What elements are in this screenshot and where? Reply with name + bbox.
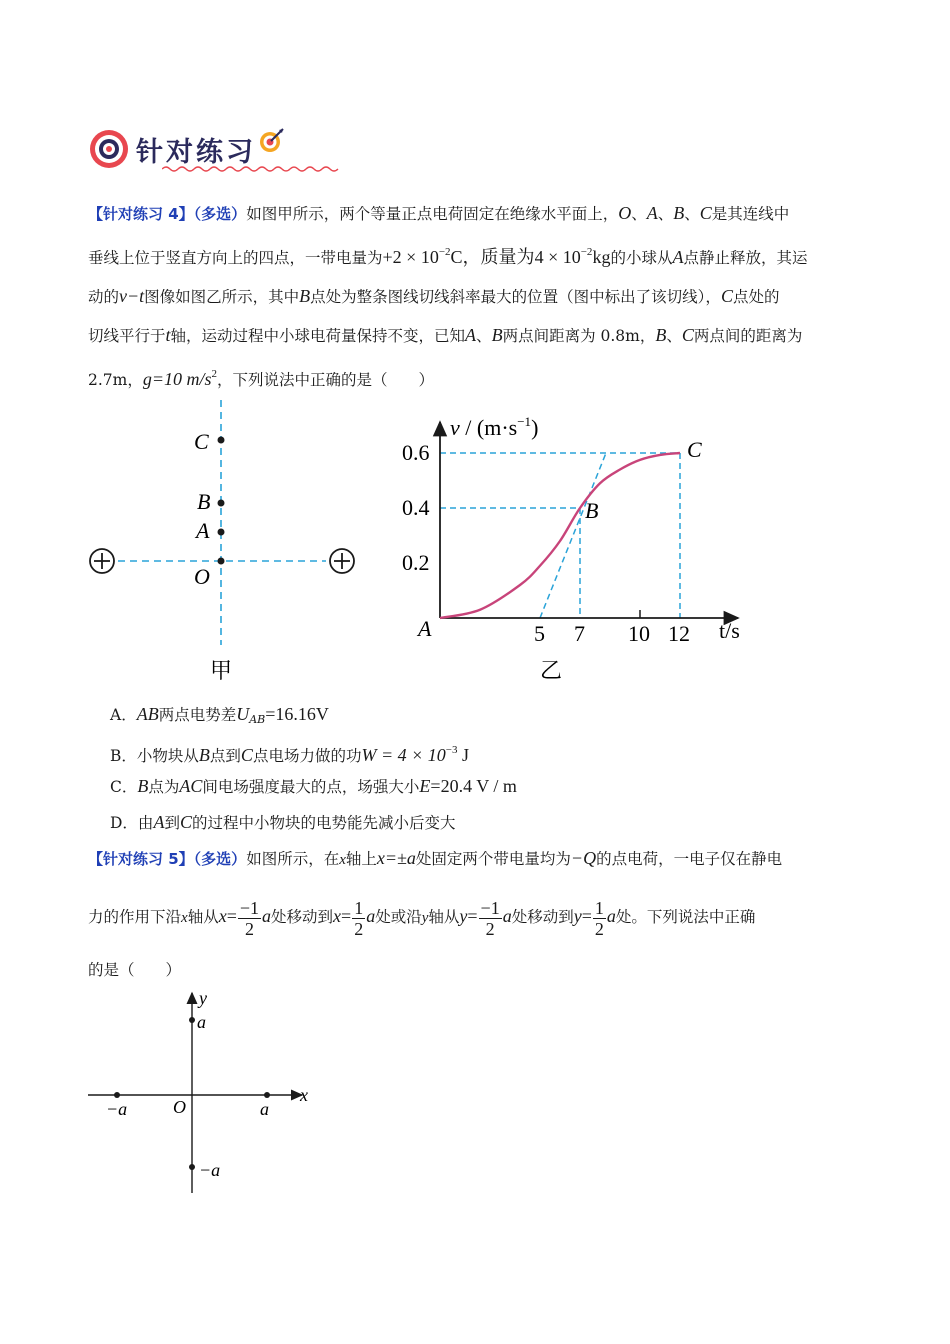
- q5-text: 轴从: [187, 908, 219, 926]
- option-d[interactable]: D．由A到C的过程中小物块的电势能先减小后变大: [110, 812, 456, 832]
- header-title: 针对练习: [136, 136, 256, 168]
- option-d-text: 的过程中小物块的电势能先减小后变大: [191, 814, 456, 832]
- q4-charge-exp: −2: [438, 246, 451, 258]
- q5-text: 处或沿: [375, 908, 422, 926]
- q4-line-1: 【针对练习 4】（多选）如图甲所示，两个等量正点电荷固定在绝缘水平面上，O、A、B、C是其连线中: [88, 203, 790, 223]
- option-c[interactable]: C．B点为AC间电场强度最大的点，场强大小E=20.4 V / m: [110, 776, 517, 796]
- figure-coordinate-axes: [80, 985, 330, 1200]
- q4-text: 两点间的距离为: [693, 327, 803, 345]
- y-axis-label: $v / (m\cdot s^{-1})$: [450, 414, 539, 440]
- figure-jia: [80, 395, 370, 685]
- frac-neg-half: $\frac{-1}{2}$: [239, 897, 260, 939]
- q5-charge: −Q: [570, 848, 597, 868]
- label-a: A: [196, 518, 210, 543]
- point-label-b: B: [585, 498, 599, 523]
- option-a-text: 两点电势差: [158, 706, 237, 724]
- question-4-text: [88, 194, 868, 399]
- q4-text: 点处为整条图线切线斜率最大的位置（图中标出了该切线），: [310, 288, 721, 306]
- label-b: B: [197, 489, 211, 514]
- q4-text: 如图甲所示，两个等量正点电荷固定在绝缘水平面上，: [246, 205, 619, 223]
- q4-mass-exp: −2: [580, 246, 593, 258]
- q4-text: 动的: [88, 288, 120, 306]
- option-b-value: W = 4 × 10: [361, 745, 446, 765]
- q4-text: ，下列说法中正确的是（ ）: [217, 371, 435, 389]
- q4-charge: +2 × 10: [382, 247, 439, 267]
- dart-target-icon: [258, 126, 286, 154]
- label-a-top: a: [197, 1012, 206, 1032]
- x-tick-label: 10: [628, 621, 650, 646]
- option-c-text: 间电场强度最大的点，场强大小: [202, 778, 420, 796]
- section-header: [88, 124, 286, 174]
- q4-text: C，质量为: [450, 247, 535, 267]
- x-tick-label: 12: [668, 621, 690, 646]
- point-a: [218, 529, 225, 536]
- q4-text: 两点间距离为 0.8m，: [502, 327, 656, 345]
- q4-text: 轴，运动过程中小球电荷量保持不变，已知: [170, 327, 466, 345]
- q4-text: 垂线上位于竖直方向上的四点，一带电量为: [88, 249, 383, 267]
- option-a-prefix: A．: [110, 706, 137, 724]
- q4-gravity: g=10 m/s: [142, 369, 212, 389]
- option-a-value: =16.16V: [265, 704, 329, 724]
- q5-text: 处。下列说法中正确: [615, 908, 756, 926]
- q4-line-5: [88, 355, 868, 399]
- target-icon: [88, 128, 130, 170]
- point-label-c: C: [687, 437, 702, 462]
- positive-charge-left: [90, 549, 114, 573]
- q4-vt: v−t: [119, 286, 145, 306]
- q5-tag: 【针对练习 5】: [88, 850, 194, 868]
- q4-text: 的小球从: [610, 249, 673, 267]
- label-o: O: [194, 564, 210, 589]
- option-c-symbol: E: [419, 776, 431, 796]
- label-a-neg: −a: [106, 1099, 128, 1119]
- frac-neg-half-y: $\frac{-1}{2}$: [480, 897, 500, 939]
- frac-half-y: $\frac{1}{2}$: [594, 897, 604, 939]
- q5-line-1: 【针对练习 5】（多选）如图所示，在x轴上x=±a处固定两个带电量均为−Q的点电荷，一电子仅在静电: [88, 848, 783, 868]
- y-tick-label: 0.2: [402, 550, 430, 575]
- q4-mass-unit: kg: [592, 247, 611, 267]
- label-a-pos: a: [260, 1099, 269, 1119]
- point-c: [218, 437, 225, 444]
- coord-origin-label: O: [173, 1097, 186, 1117]
- frac-half: $\frac{1}{2}$: [354, 897, 364, 939]
- x-tick-label: 7: [574, 621, 585, 646]
- option-c-value: =20.4 V / m: [430, 776, 517, 796]
- q5-line-2: 力的作用下沿x轴从x= $\frac{-1}{2}$ a处移动到x= $\frac{1}{2}$ a处或沿y轴从y= $\frac{-1}{2}$ a处移动到y= $\frac{1}{2}$ a处。下列说法中正确: [88, 897, 756, 939]
- q4-line-3: 动的v−t图像如图乙所示，其中B点处为整条图线切线斜率最大的位置（图中标出了该切线），C点处的: [88, 286, 780, 306]
- y-tick-label: 0.6: [402, 440, 430, 465]
- y-tick-label: 0.4: [402, 495, 430, 520]
- q5-position: x=±a: [376, 848, 416, 868]
- question-5-text: [88, 840, 868, 988]
- q4-gravity-exp: 2: [211, 368, 218, 380]
- point-label-a: A: [418, 616, 432, 641]
- q5-line-3: [88, 952, 868, 988]
- point-y-pos-a: [189, 1017, 195, 1023]
- figure-yi-vt-chart: [390, 400, 760, 685]
- x-tick-label: 5: [534, 621, 545, 646]
- charge-neg-a: [114, 1092, 120, 1098]
- caption-yi: 乙: [540, 659, 563, 684]
- q4-line-4: 切线平行于t轴，运动过程中小球电荷量保持不变，已知A、B两点间距离为 0.8m，B、C两点间的距离为: [88, 325, 803, 345]
- q4-multi: （多选）: [193, 205, 247, 223]
- axis-ticks: [402, 440, 690, 646]
- q5-text: 处移动到: [271, 908, 334, 926]
- q5-text: 的点电荷，一电子仅在静电: [596, 850, 783, 868]
- q4-text: 点处的: [732, 288, 780, 306]
- q4-line-2: 垂线上位于竖直方向上的四点，一带电量为$+2 \times 10^{-2}C$，质量为$4 \times 10^{-2}kg$的小球从A点静止释放，其运: [88, 246, 808, 267]
- dashed-guides: [440, 453, 680, 618]
- option-b-exp: −3: [445, 744, 458, 756]
- q5-text: 力的作用下沿: [88, 908, 182, 926]
- option-c-text: 点为: [148, 778, 180, 796]
- q5-multi: （多选）: [193, 850, 247, 868]
- q5-text: 的是（ ）: [88, 961, 182, 979]
- option-b-text: 点电场力做的功: [252, 747, 362, 765]
- q4-text: 切线平行于: [88, 327, 166, 345]
- coord-y-label: y: [199, 988, 207, 1008]
- q5-text: 处移动到: [511, 908, 574, 926]
- point-y-neg-a: [189, 1164, 195, 1170]
- q4-text: 2.7m，: [88, 371, 143, 389]
- q4-text: 点静止释放，其运: [683, 249, 808, 267]
- coord-x-label: x: [300, 1085, 308, 1105]
- charge-pos-a: [264, 1092, 270, 1098]
- option-b-unit: J: [457, 745, 469, 765]
- caption-jia: 甲: [210, 659, 233, 684]
- option-a[interactable]: A．AB两点电势差$U_{AB}=16.16V$: [110, 704, 329, 726]
- option-b[interactable]: B．小物块从B点到C点电场力做的功$W = 4 \times 10^{-3}$ J: [110, 744, 469, 765]
- q5-text: 轴上: [345, 850, 377, 868]
- option-b-prefix: B．小物块从: [110, 747, 199, 765]
- option-d-text: 到: [164, 814, 180, 832]
- vt-curve: [440, 453, 680, 618]
- q4-text: 图像如图乙所示，其中: [144, 288, 300, 306]
- q4-tag: 【针对练习 4】: [88, 205, 194, 223]
- option-c-prefix: C．: [110, 778, 138, 796]
- q5-text: 处固定两个带电量均为: [415, 850, 571, 868]
- q5-text: 轴从: [428, 908, 460, 926]
- point-o: [218, 558, 225, 565]
- positive-charge-right: [330, 549, 354, 573]
- q5-text: 如图所示，在: [246, 850, 340, 868]
- label-a-bot: −a: [199, 1160, 221, 1180]
- q4-mass: 4 × 10: [534, 247, 581, 267]
- x-axis-label: t/s: [719, 618, 740, 643]
- q4-text: 是其连线中: [711, 205, 790, 223]
- option-b-text: 点到: [209, 747, 241, 765]
- point-b: [218, 500, 225, 507]
- option-d-prefix: D．由: [110, 814, 154, 832]
- label-c: C: [194, 429, 209, 454]
- wavy-underline: [162, 164, 342, 174]
- tangent-line: [540, 453, 606, 618]
